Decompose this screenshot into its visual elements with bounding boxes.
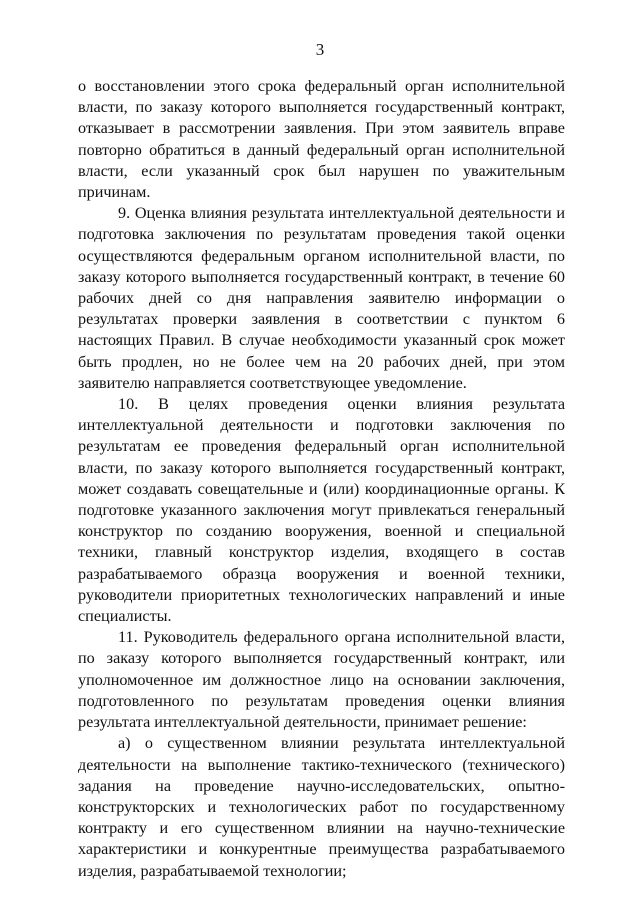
paragraph-item-11a: а) о существенном влиянии результата интеллектуальной деятельности на выполнение тактико-технического (технического) задания на проведение научно-исследовательских, опытно-конструкторских и технологических работ по государственному контракту и его существенном влиянии на научно-технические характеристики и конкурентные преимущества разрабатываемого изделия, разрабатываемой технологии; [78, 734, 565, 880]
paragraph-item-9: 9. Оценка влияния результата интеллектуальной деятельности и подготовка заключения по результатам проведения такой оценки осуществляются федеральным органом исполнительной власти, по заказу которого выполняется государственный контракт, в течение 60 рабочих дней со дня направления заявителю информации о результатах проверки заявления в соответствии с пунктом 6 настоящих Правил. В случае необходимости указанный срок может быть продлен, но не более чем на 20 рабочих дней, при этом заявителю направляется соответствующее уведомление. [78, 204, 565, 392]
paragraph-item-10: 10. В целях проведения оценки влияния результата интеллектуальной деятельности и подготовки заключения по результатам ее проведения федеральный орган исполнительной власти, по заказу которого выполняется государственный контракт, может создавать совещательные и (или) координационные органы. К подготовке указанного заключения могут привлекаться генеральный конструктор по созданию вооружения, военной и специальной техники, главный конструктор изделия, входящего в состав разрабатываемого образца вооружения и военной техники, руководители приоритетных технологических направлений и иные специалисты. [78, 395, 565, 626]
paragraph-item-11: 11. Руководитель федерального органа исполнительной власти, по заказу которого выполняется государственный контракт, или уполномоченное им должностное лицо на основании заключения, подготовленного по результатам проведения оценки влияния результата интеллектуальной деятельности, принимает решение: [78, 628, 565, 732]
document-body [78, 76, 565, 882]
paragraph-continued: о восстановлении этого срока федеральный орган исполнительной власти, по заказу которого выполняется государственный контракт, отказывает в рассмотрении заявления. При этом заявитель вправе повторно обратиться в данный федеральный орган исполнительной власти, если указанный срок был нарушен по уважительным причинам. [78, 77, 565, 202]
page-number: 3 [315, 40, 325, 59]
